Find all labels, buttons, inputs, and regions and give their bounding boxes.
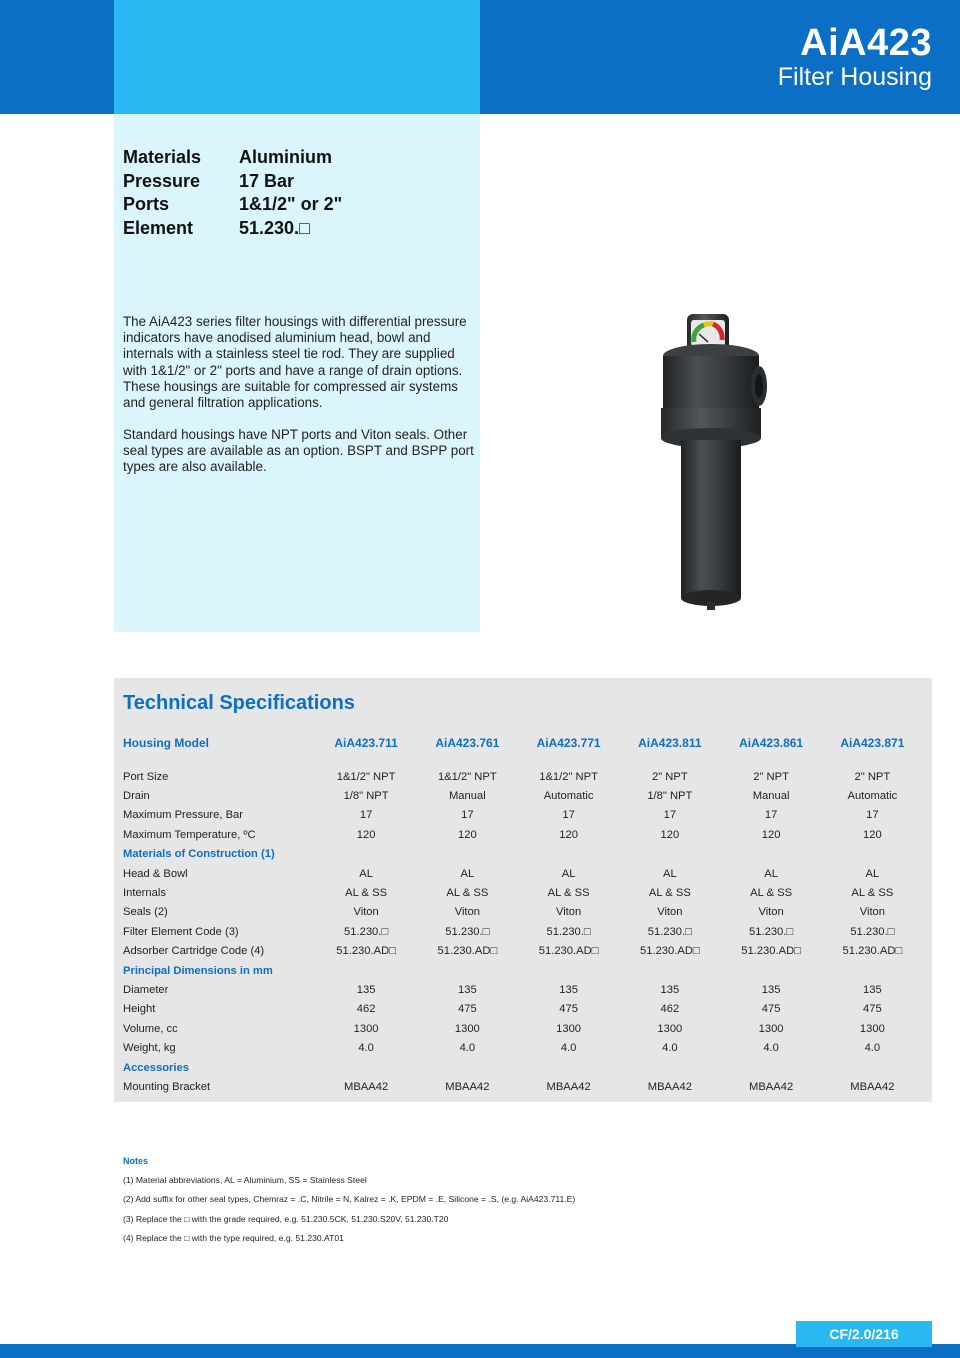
spec-cell: 51.230.AD□ xyxy=(336,945,396,958)
page-subtitle: Filter Housing xyxy=(777,63,932,91)
spec-row-label: Volume, cc xyxy=(123,1022,178,1035)
spec-cell: 17 xyxy=(764,809,778,822)
spec-cell: 1&1/2" NPT xyxy=(437,770,497,783)
spec-cell: 1&1/2" NPT xyxy=(336,770,396,783)
spec-cell: 51.230.AD□ xyxy=(538,945,599,958)
spec-row-label: Height xyxy=(123,1003,156,1016)
spec-cell: 51.230.AD□ xyxy=(437,945,498,958)
spec-cell: 17 xyxy=(359,809,373,822)
spec-cell: 17 xyxy=(461,809,474,822)
spec-cell: AL & SS xyxy=(851,887,894,900)
spec-cell: Viton xyxy=(657,906,683,919)
spec-row xyxy=(123,1077,923,1096)
note-item: (4) Replace the □ with the type required, e.g. 51.230.AT01 xyxy=(123,1233,344,1243)
spec-cell: AL xyxy=(865,867,880,880)
spec-cell: Manual xyxy=(448,790,486,803)
model-header: AiA423.861 xyxy=(739,736,804,750)
spec-cell: AL xyxy=(663,867,677,880)
spec-cell: 120 xyxy=(356,828,376,841)
spec-row xyxy=(123,786,923,805)
spec-cell: AL xyxy=(359,867,373,880)
spec-cell: 120 xyxy=(458,828,477,841)
spec-row xyxy=(123,980,923,999)
spec-cell: 1300 xyxy=(353,1022,379,1035)
spec-cell: Automatic xyxy=(847,790,898,803)
spec-cell: 17 xyxy=(562,809,575,822)
note-item: (2) Add suffix for other seal types, Chemraz = .C, Nitrile = N, Kalrez = .K, EPDM = .E, Silicone = .S, (e.g. AiA423.711.E) xyxy=(123,1194,576,1204)
spec-cell: 475 xyxy=(863,1003,882,1016)
technical-specs-table xyxy=(123,733,923,1097)
spec-label: Pressure xyxy=(123,170,201,191)
spec-cell: Viton xyxy=(555,906,582,919)
spec-row xyxy=(123,806,923,825)
spec-cell: 17 xyxy=(663,809,677,822)
spec-row-label: Drain xyxy=(123,790,150,803)
spec-cell: 51.230.□ xyxy=(344,925,389,938)
spec-cell: 51.230.□ xyxy=(749,925,794,938)
spec-section-row xyxy=(123,845,923,864)
spec-section-label: Materials of Construction (1) xyxy=(123,848,275,861)
spec-row xyxy=(123,922,923,941)
spec-cell: 135 xyxy=(458,983,477,996)
spec-cell: AL & SS xyxy=(547,887,590,900)
spec-label: Materials xyxy=(123,147,202,167)
spec-row xyxy=(123,767,923,786)
spec-row xyxy=(123,903,923,922)
spec-cell: 4.0 xyxy=(459,1042,476,1055)
key-specs xyxy=(123,147,342,241)
spec-cell: 1300 xyxy=(556,1022,582,1035)
spec-value: 1&1/2" or 2" xyxy=(239,194,343,214)
spec-value: Aluminium xyxy=(239,147,332,167)
spec-cell: 135 xyxy=(761,983,781,996)
model-header: AiA423.761 xyxy=(435,736,500,750)
spec-cell: 135 xyxy=(863,983,882,996)
spec-cell: Viton xyxy=(353,906,379,919)
spec-cell: 1300 xyxy=(859,1022,885,1035)
spec-cell: 51.230.AD□ xyxy=(842,945,903,958)
spec-table-header-row xyxy=(123,733,923,753)
spec-row xyxy=(123,864,923,883)
notes-title: Notes xyxy=(123,1156,149,1166)
spec-cell: 475 xyxy=(761,1003,781,1016)
spec-row-label: Head & Bowl xyxy=(123,867,188,880)
description-paragraph-1: The AiA423 series filter housings with differential pressure indicators have anodised aluminium head, bowl and internals with a stainless steel tie rod. They are supplied with 1&1/2" or 2" ports and have a range of drain options. These housings are suitable for compressed air systems and general filtration applications. xyxy=(123,314,467,411)
spec-row-label: Weight, kg xyxy=(123,1042,176,1055)
spec-section-label: Accessories xyxy=(123,1061,189,1074)
spec-cell: 120 xyxy=(863,828,882,841)
spec-section-label: Principal Dimensions in mm xyxy=(123,964,273,977)
spec-cell: 51.230.□ xyxy=(647,925,692,938)
header-label: Housing Model xyxy=(123,736,209,750)
spec-cell: AL & SS xyxy=(750,887,793,900)
spacer-row xyxy=(123,753,923,767)
spec-cell: AL & SS xyxy=(446,887,489,900)
note-item: (1) Material abbreviations, AL = Aluminium, SS = Stainless Steel xyxy=(123,1175,367,1185)
spec-cell: 1300 xyxy=(657,1022,683,1035)
spec-cell: MBAA42 xyxy=(344,1080,389,1093)
spec-cell: 1300 xyxy=(454,1022,480,1035)
spec-cell: 1300 xyxy=(758,1022,784,1035)
spec-cell: AL xyxy=(764,867,778,880)
spec-row-label: Filter Element Code (3) xyxy=(123,925,239,938)
spec-row-materials xyxy=(123,147,342,171)
spec-cell: 135 xyxy=(660,983,680,996)
spec-row xyxy=(123,825,923,844)
spec-cell: 2" NPT xyxy=(753,770,789,783)
model-header: AiA423.711 xyxy=(334,736,398,750)
spec-row-label: Mounting Bracket xyxy=(123,1080,211,1093)
model-header: AiA423.871 xyxy=(840,736,905,750)
spec-row-label: Maximum Pressure, Bar xyxy=(123,809,243,822)
document-code: CF/2.0/216 xyxy=(796,1321,932,1347)
spec-cell: 17 xyxy=(866,809,879,822)
description-paragraph-2: Standard housings have NPT ports and Viton seals. Other seal types are available as an option. BSPT and BSPP port types are also available. xyxy=(123,427,474,475)
spec-row-label: Diameter xyxy=(123,983,169,996)
spec-row-element xyxy=(123,218,342,242)
spec-cell: MBAA42 xyxy=(749,1080,794,1093)
spec-value: 51.230.□ xyxy=(239,217,310,238)
spec-cell: 4.0 xyxy=(763,1042,779,1055)
spec-cell: MBAA42 xyxy=(445,1080,490,1093)
filter-housing-illustration xyxy=(655,308,773,614)
spec-row-label: Seals (2) xyxy=(123,906,168,919)
spec-cell: 135 xyxy=(356,983,376,996)
spec-cell: 51.230.AD□ xyxy=(741,945,801,958)
spec-cell: 135 xyxy=(559,983,578,996)
spec-row xyxy=(123,883,923,902)
spec-cell: Viton xyxy=(859,906,886,919)
spec-label: Element xyxy=(123,217,194,238)
spec-cell: 51.230.□ xyxy=(445,925,490,938)
spec-cell: AL xyxy=(561,867,576,880)
spec-cell: AL & SS xyxy=(648,887,691,900)
spec-row-ports xyxy=(123,194,342,218)
spec-row-label: Internals xyxy=(123,887,166,900)
spec-value: 17 Bar xyxy=(239,170,295,191)
page-title: AiA423 xyxy=(800,22,932,64)
spec-cell: Automatic xyxy=(543,790,594,803)
spec-cell: 51.230.□ xyxy=(546,925,591,938)
spec-cell: MBAA42 xyxy=(850,1080,895,1093)
spec-cell: 475 xyxy=(559,1003,578,1016)
spec-row-label: Adsorber Cartridge Code (4) xyxy=(123,945,265,958)
spec-table-body xyxy=(123,733,923,1097)
model-header: AiA423.811 xyxy=(638,736,702,750)
spec-row-pressure xyxy=(123,171,342,195)
spec-cell: 51.230.AD□ xyxy=(640,945,700,958)
spec-cell: 462 xyxy=(660,1003,680,1016)
technical-specs-title: Technical Specifications xyxy=(123,692,355,714)
spec-cell: 2" NPT xyxy=(854,770,891,783)
spec-section-row xyxy=(123,1058,923,1077)
spec-cell: Viton xyxy=(758,906,784,919)
spec-cell: 1/8" NPT xyxy=(343,790,389,803)
spec-row-label: Maximum Temperature, ºC xyxy=(123,828,256,841)
spec-cell: Manual xyxy=(752,790,790,803)
spec-cell: 1&1/2" NPT xyxy=(539,770,598,783)
spec-cell: 4.0 xyxy=(662,1042,678,1055)
spec-row xyxy=(123,942,923,961)
spec-cell: AL xyxy=(460,867,475,880)
spec-row xyxy=(123,1019,923,1038)
spec-cell: 51.230.□ xyxy=(850,925,895,938)
spec-cell: 120 xyxy=(761,828,781,841)
spec-cell: 462 xyxy=(356,1003,376,1016)
spec-cell: 475 xyxy=(458,1003,477,1016)
spec-cell: 120 xyxy=(559,828,578,841)
spec-row-label: Port Size xyxy=(123,770,169,783)
spec-cell: 2" NPT xyxy=(652,770,688,783)
spec-cell: Viton xyxy=(454,906,480,919)
spec-label: Ports xyxy=(123,194,170,214)
spec-cell: 4.0 xyxy=(864,1042,881,1055)
spec-cell: AL & SS xyxy=(345,887,388,900)
spec-cell: 4.0 xyxy=(560,1042,577,1055)
spec-row xyxy=(123,1000,923,1019)
spec-row xyxy=(123,1038,923,1057)
spec-cell: MBAA42 xyxy=(647,1080,692,1093)
note-item: (3) Replace the □ with the grade required, e.g. 51.230.5CK, 51.230.S20V, 51.230.T20 xyxy=(123,1214,449,1224)
spec-cell: 4.0 xyxy=(358,1042,374,1055)
spec-section-row xyxy=(123,961,923,980)
model-header: AiA423.771 xyxy=(536,736,601,750)
spec-cell: 120 xyxy=(660,828,680,841)
spec-cell: MBAA42 xyxy=(546,1080,591,1093)
header-accent-block xyxy=(114,0,480,114)
spec-cell: 1/8" NPT xyxy=(647,790,693,803)
